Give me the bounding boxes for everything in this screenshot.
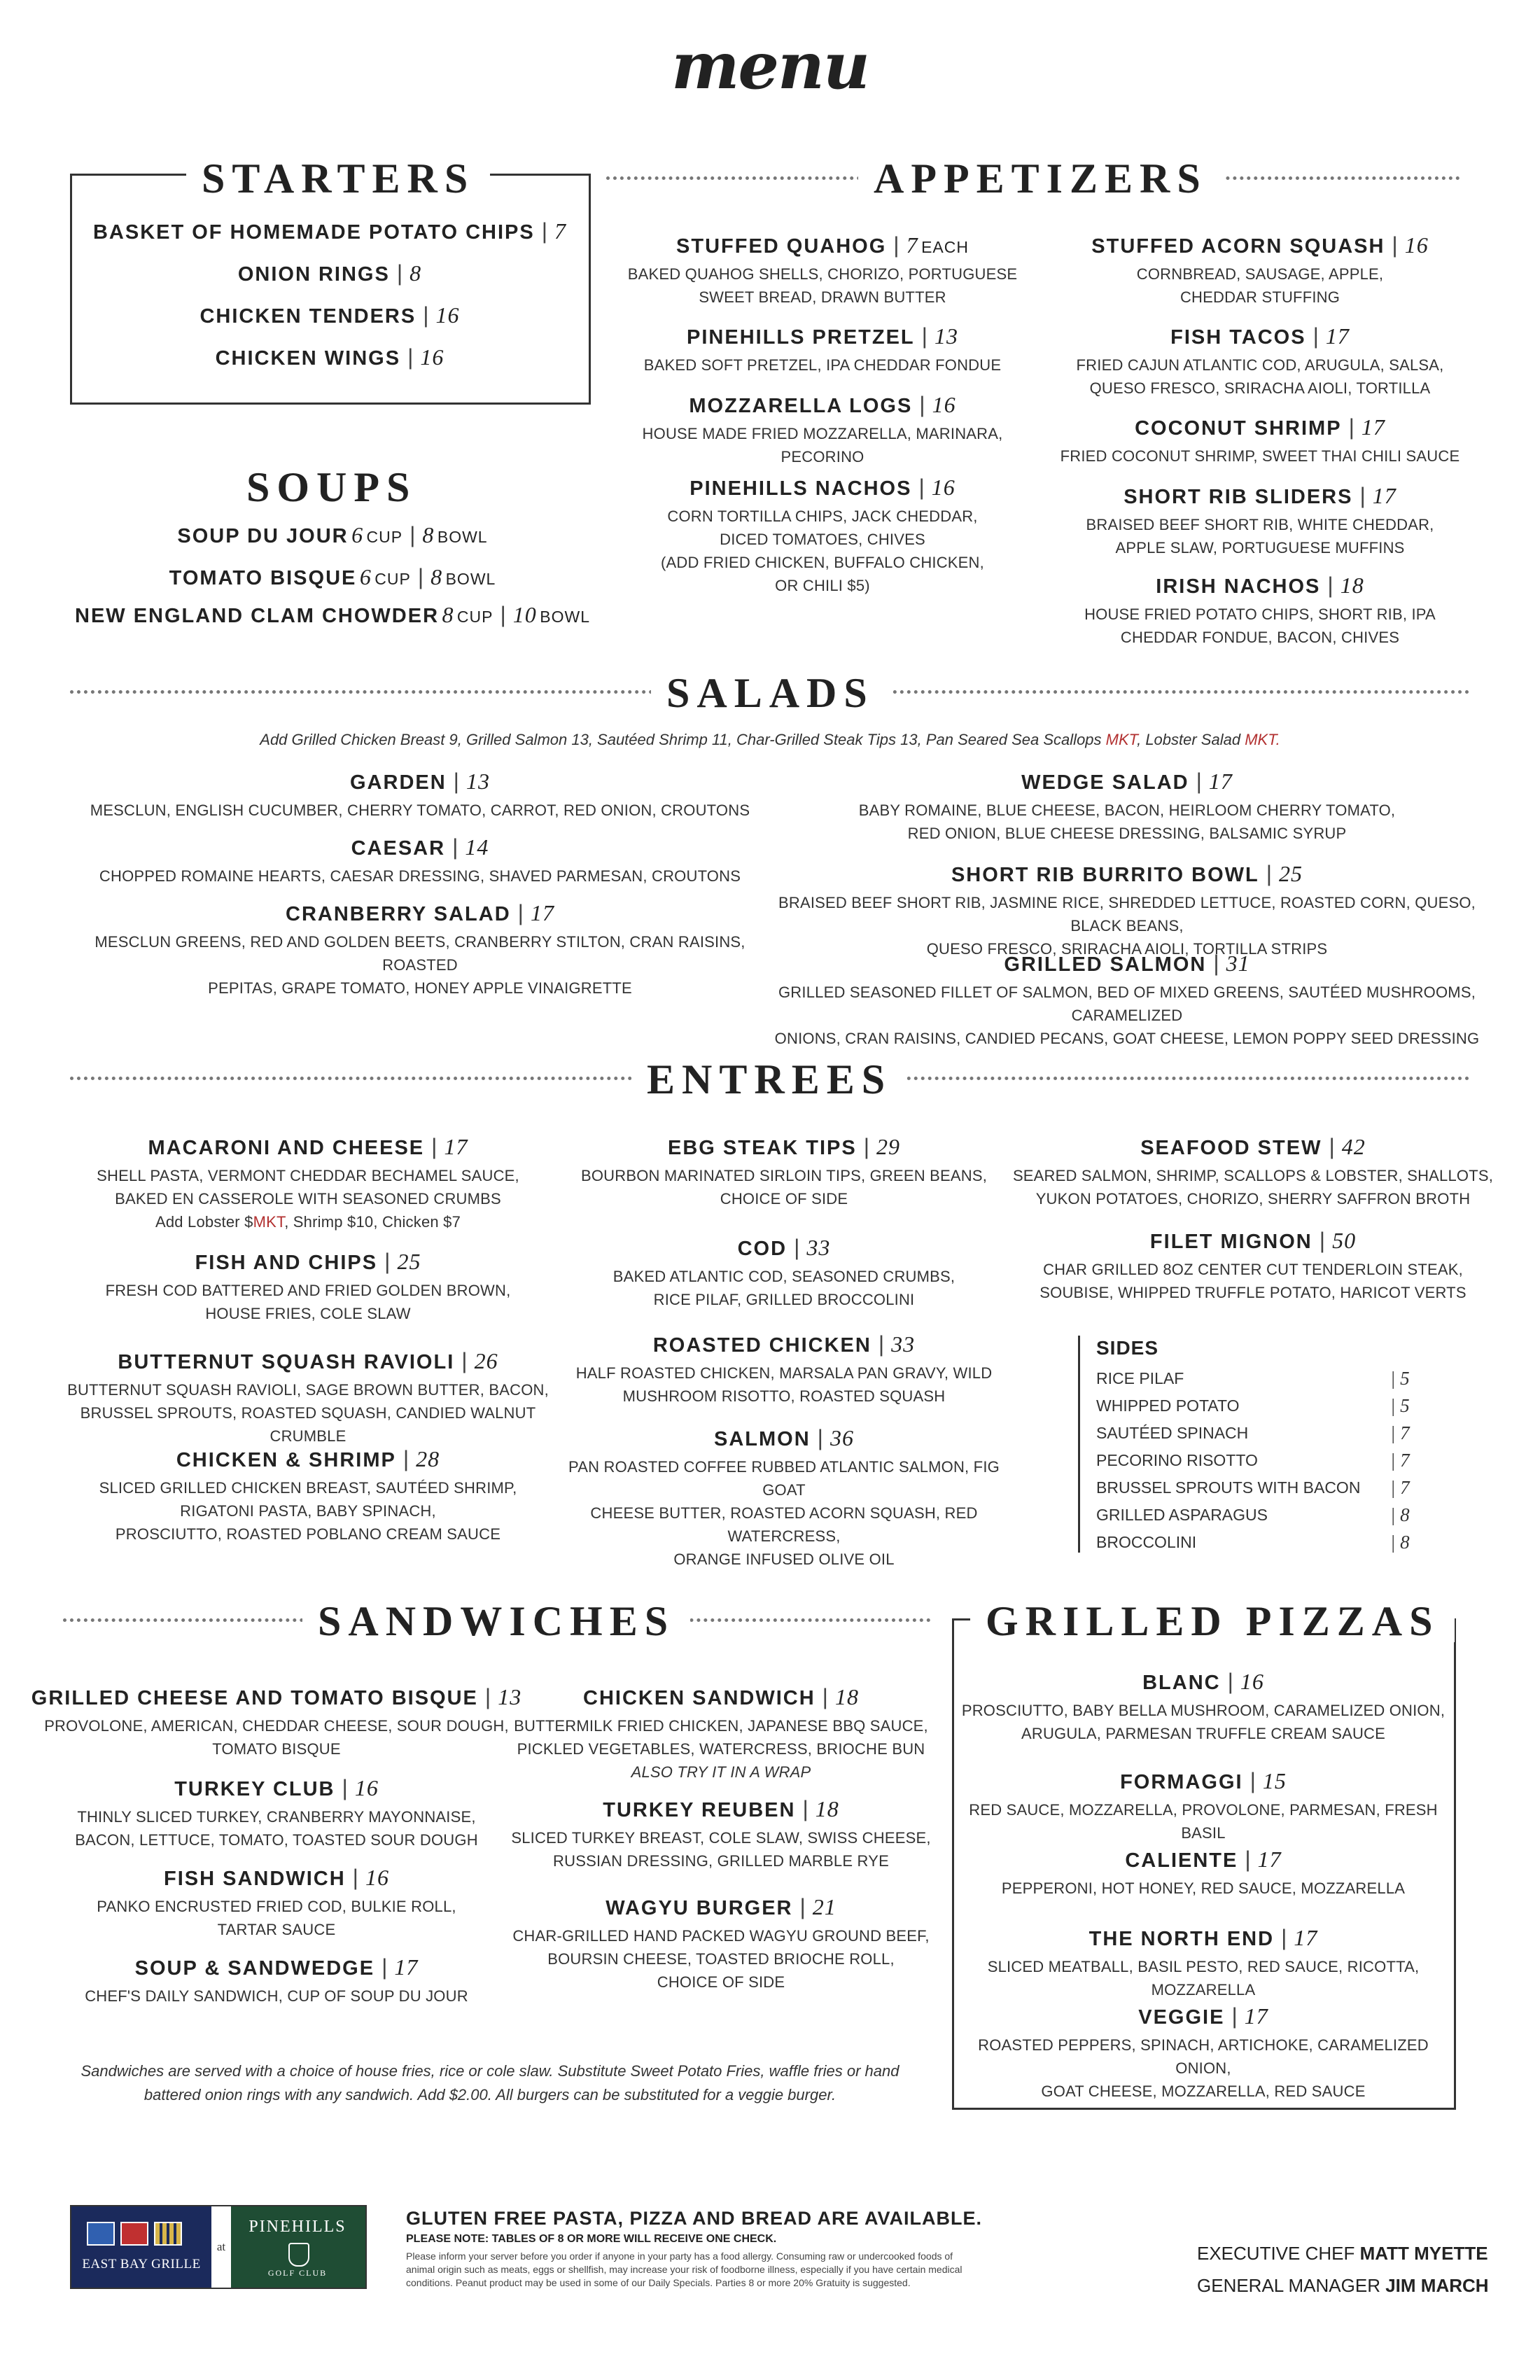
appetizer-item: SHORT RIB SLIDERS | 17 BRAISED BEEF SHORT RIB, WHITE CHEDDAR, APPLE SLAW, PORTUGUESE MUFFINS (1086, 483, 1434, 556)
sides-title: SIDES (1096, 1337, 1159, 1359)
soups-title: SOUPS (231, 466, 432, 508)
footer-logo (70, 2205, 367, 2289)
soup-item: NEW ENGLAND CLAM CHOWDER 8 CUP | 10 BOWL (75, 602, 590, 627)
sandwich-item: SOUP & SANDWEDGE | 17 CHEF'S DAILY SANDWICH, CUP OF SOUP DU JOUR (85, 1954, 468, 2005)
salad-item: SHORT RIB BURRITO BOWL | 25 BRAISED BEEF SHORT RIB, JASMINE RICE, SHREDDED LETTUCE, ROASTED CORN, QUESO, BLACK BEANS, QUESO FRESCO, SRIRACHA AIOLI, TORTILLA STRIPS (778, 861, 1476, 958)
starter-item: ONION RINGS | 8 (237, 260, 422, 286)
appetizer-item: PINEHILLS NACHOS | 16 CORN TORTILLA CHIPS, JACK CHEDDAR, DICED TOMATOES, CHIVES (ADD FRIED CHICKEN, BUFFALO CHICKEN, OR CHILI $5) (661, 475, 984, 594)
sandwich-item: TURKEY CLUB | 16 THINLY SLICED TURKEY, CRANBERRY MAYONNAISE, BACON, LETTUCE, TOMATO, TOASTED SOUR DOUGH (75, 1775, 478, 1849)
logo-right-sub: GOLF CLUB (267, 2268, 328, 2278)
pizza-item: FORMAGGI | 15 RED SAUCE, MOZZARELLA, PROVOLONE, PARMESAN, FRESH BASIL (969, 1768, 1438, 1842)
flag-gold-icon (154, 2222, 182, 2246)
appetizer-item: STUFFED QUAHOG | 7 EACH BAKED QUAHOG SHELLS, CHORIZO, PORTUGUESE SWEET BREAD, DRAWN BUTTER (627, 232, 1018, 306)
side-row: WHIPPED POTATO | 5 (1096, 1395, 1410, 1416)
sandwich-item: WAGYU BURGER | 21 CHAR-GRILLED HAND PACKED WAGYU GROUND BEEF, BOURSIN CHEESE, TOASTED BRIOCHE ROLL, CHOICE OF SIDE (512, 1894, 930, 1991)
tables-notice: PLEASE NOTE: TABLES OF 8 OR MORE WILL RECEIVE ONE CHECK. (406, 2233, 777, 2245)
sandwiches-title: SANDWICHES (302, 1600, 690, 1642)
pinehills-logo (231, 2206, 365, 2288)
sandwiches-note: Sandwiches are served with a choice of house fries, rice or cole slaw. Substitute Sweet Potato Fries, waffle fries or hand battered onion rings with any sandwich. Add $2.00. All burgers can be substituted for a veggie burger. (80, 2062, 899, 2104)
appetizer-item: IRISH NACHOS | 18 HOUSE FRIED POTATO CHIPS, SHORT RIB, IPA CHEDDAR FONDUE, BACON, CHIVES (1084, 573, 1436, 646)
salads-addons-note: Add Grilled Chicken Breast 9, Grilled Salmon 13, Sautéed Shrimp 11, Char-Grilled Steak Tips 13, Pan Seared Sea Scallops MKT, Lobster Salad MKT. (260, 731, 1280, 748)
side-row: SAUTÉED SPINACH | 7 (1096, 1422, 1410, 1443)
entree-item: ROASTED CHICKEN | 33 HALF ROASTED CHICKEN, MARSALA PAN GRAVY, WILD MUSHROOM RISOTTO, ROASTED SQUASH (575, 1331, 993, 1405)
entree-item: SALMON | 36 PAN ROASTED COFFEE RUBBED ATLANTIC SALMON, FIG GOAT CHEESE BUTTER, ROASTED ACORN SQUASH, RED WATERCRESS, ORANGE INFUSED OLIVE OIL (568, 1425, 1000, 1568)
pizza-item: THE NORTH END | 17 SLICED MEATBALL, BASIL PESTO, RED SAUCE, RICOTTA, MOZZARELLA (987, 1925, 1420, 1998)
soup-item: SOUP DU JOUR 6 CUP | 8 BOWL (177, 522, 488, 547)
entree-item: COD | 33 BAKED ATLANTIC COD, SEASONED CRUMBS, RICE PILAF, GRILLED BROCCOLINI (612, 1235, 955, 1308)
appetizer-item: STUFFED ACORN SQUASH | 16 CORNBREAD, SAUSAGE, APPLE, CHEDDAR STUFFING (1091, 232, 1429, 306)
side-row: BROCCOLINI | 8 (1096, 1532, 1410, 1553)
pizza-item: CALIENTE | 17 PEPPERONI, HOT HONEY, RED SAUCE, MOZZARELLA (1001, 1847, 1406, 1897)
salad-item: WEDGE SALAD | 17 BABY ROMAINE, BLUE CHEESE, BACON, HEIRLOOM CHERRY TOMATO, RED ONION, BLUE CHEESE DRESSING, BALSAMIC SYRUP (858, 769, 1396, 842)
golf-crest-icon (288, 2243, 309, 2267)
executive-chef: EXECUTIVE CHEF MATT MYETTE (1197, 2243, 1488, 2264)
salad-item: CAESAR | 14 CHOPPED ROMAINE HEARTS, CAESAR DRESSING, SHAVED PARMESAN, CROUTONS (99, 834, 741, 885)
appetizer-item: PINEHILLS PRETZEL | 13 BAKED SOFT PRETZEL, IPA CHEDDAR FONDUE (643, 323, 1002, 374)
sandwich-item: TURKEY REUBEN | 18 SLICED TURKEY BREAST, COLE SLAW, SWISS CHEESE, RUSSIAN DRESSING, GRILLED MARBLE RYE (511, 1796, 931, 1870)
general-manager: GENERAL MANAGER JIM MARCH (1197, 2275, 1489, 2296)
starter-item: CHICKEN TENDERS | 16 (200, 302, 460, 328)
side-row: PECORINO RISOTTO | 7 (1096, 1450, 1410, 1471)
starter-item: BASKET OF HOMEMADE POTATO CHIPS | 7 (92, 218, 567, 244)
appetizer-item: COCONUT SHRIMP | 17 FRIED COCONUT SHRIMP, SWEET THAI CHILI SAUCE (1060, 414, 1460, 465)
entree-item: BUTTERNUT SQUASH RAVIOLI | 26 BUTTERNUT SQUASH RAVIOLI, SAGE BROWN BUTTER, BACON, BRUSSEL SPROUTS, ROASTED SQUASH, CANDIED WALNUT CRUMBLE (67, 1348, 549, 1445)
side-row: RICE PILAF | 5 (1096, 1368, 1410, 1389)
logo-at: at (216, 2240, 226, 2253)
appetizers-title: APPETIZERS (858, 158, 1223, 200)
salad-item: GRILLED SALMON | 31 GRILLED SEASONED FILLET OF SALMON, BED OF MIXED GREENS, SAUTÉED MUSHROOMS, CARAMELIZED ONIONS, CRAN RAISINS, CANDIED PECANS, GOAT CHEESE, LEMON POPPY SEED DRESSING (774, 951, 1480, 1047)
starter-item: CHICKEN WINGS | 16 (215, 344, 444, 370)
sandwich-item: GRILLED CHEESE AND TOMATO BISQUE | 13 PROVOLONE, AMERICAN, CHEDDAR CHEESE, SOUR DOUGH, TOMATO BISQUE (31, 1684, 522, 1758)
logo-right-text: PINEHILLS (248, 2218, 346, 2236)
entree-item: MACARONI AND CHEESE | 17 SHELL PASTA, VERMONT CHEDDAR BECHAMEL SAUCE, BAKED EN CASSEROLE WITH SEASONED CRUMBS Add Lobster $MKT, Shrimp $10, Chicken $7 (97, 1134, 519, 1231)
east-bay-grille-logo (71, 2206, 211, 2288)
sides-list (1096, 1365, 1418, 1556)
appetizer-item: MOZZARELLA LOGS | 16 HOUSE MADE FRIED MOZZARELLA, MARINARA, PECORINO (642, 392, 1003, 465)
entree-item: CHICKEN & SHRIMP | 28 SLICED GRILLED CHICKEN BREAST, SAUTÉED SHRIMP, RIGATONI PASTA, BABY SPINACH, PROSCIUTTO, ROASTED POBLANO CREAM SAUCE (99, 1446, 517, 1543)
entree-item: FILET MIGNON | 50 CHAR GRILLED 8OZ CENTER CUT TENDERLOIN STEAK, SOUBISE, WHIPPED TRUFFLE POTATO, HARICOT VERTS (1040, 1228, 1466, 1301)
logo-left-text: EAST BAY GRILLE (82, 2257, 201, 2272)
starters-title: STARTERS (186, 158, 490, 200)
gluten-free-notice: GLUTEN FREE PASTA, PIZZA AND BREAD ARE AVAILABLE. (406, 2208, 982, 2229)
pizza-item: VEGGIE | 17 ROASTED PEPPERS, SPINACH, ARTICHOKE, CARAMELIZED ONION, GOAT CHEESE, MOZZARELLA, RED SAUCE (978, 2003, 1429, 2100)
pizza-item: BLANC | 16 PROSCIUTTO, BABY BELLA MUSHROOM, CARAMELIZED ONION, ARUGULA, PARMESAN TRUFFLE CREAM SAUCE (961, 1669, 1446, 1742)
pizzas-title: GRILLED PIZZAS (970, 1600, 1455, 1642)
entree-item: SEAFOOD STEW | 42 SEARED SALMON, SHRIMP, SCALLOPS & LOBSTER, SHALLOTS, YUKON POTATOES, CHORIZO, SHERRY SAFFRON BROTH (1012, 1134, 1494, 1208)
sandwich-item: CHICKEN SANDWICH | 18 BUTTERMILK FRIED CHICKEN, JAPANESE BBQ SAUCE, PICKLED VEGETABLES, WATERCRESS, BRIOCHE BUN ALSO TRY IT IN A WRAP (514, 1684, 928, 1781)
entree-item: EBG STEAK TIPS | 29 BOURBON MARINATED SIRLOIN TIPS, GREEN BEANS, CHOICE OF SIDE (580, 1134, 988, 1208)
salads-title: SALADS (651, 672, 890, 714)
entrees-title: ENTREES (631, 1058, 907, 1100)
allergy-notice: Please inform your server before you order if anyone in your party has a food allergy. Consuming raw or undercooked foods of animal origin such as meats, eggs or shellfish, may increase your risk of foodborne illness, especially if you have certain medical conditions. Peanut product may be used in some of our Daily Specials. Parties 8 or more 20% Gratuity is suggested. (406, 2250, 962, 2288)
appetizer-item: FISH TACOS | 17 FRIED CAJUN ATLANTIC COD, ARUGULA, SALSA, QUESO FRESCO, SRIRACHA AIOLI, TORTILLA (1076, 323, 1444, 397)
entree-item: FISH AND CHIPS | 25 FRESH COD BATTERED AND FRIED GOLDEN BROWN, HOUSE FRIES, COLE SLAW (105, 1249, 511, 1322)
salad-item: GARDEN | 13 MESCLUN, ENGLISH CUCUMBER, CHERRY TOMATO, CARROT, RED ONION, CROUTONS (90, 769, 750, 819)
sides-rule (1078, 1336, 1080, 1553)
side-row: BRUSSEL SPROUTS WITH BACON | 7 (1096, 1477, 1410, 1498)
side-row: GRILLED ASPARAGUS | 8 (1096, 1504, 1410, 1525)
soup-item: TOMATO BISQUE 6 CUP | 8 BOWL (169, 564, 496, 589)
flag-blue-icon (87, 2222, 115, 2246)
menu-title: menu (671, 28, 869, 104)
salad-item: CRANBERRY SALAD | 17 MESCLUN GREENS, RED AND GOLDEN BEETS, CRANBERRY STILTON, CRAN RAISINS, ROASTED PEPITAS, GRAPE TOMATO, HONEY APPLE VINAIGRETTE (94, 900, 746, 997)
sandwich-item: FISH SANDWICH | 16 PANKO ENCRUSTED FRIED COD, BULKIE ROLL, TARTAR SAUCE (97, 1865, 456, 1938)
flag-red-icon (120, 2222, 148, 2246)
